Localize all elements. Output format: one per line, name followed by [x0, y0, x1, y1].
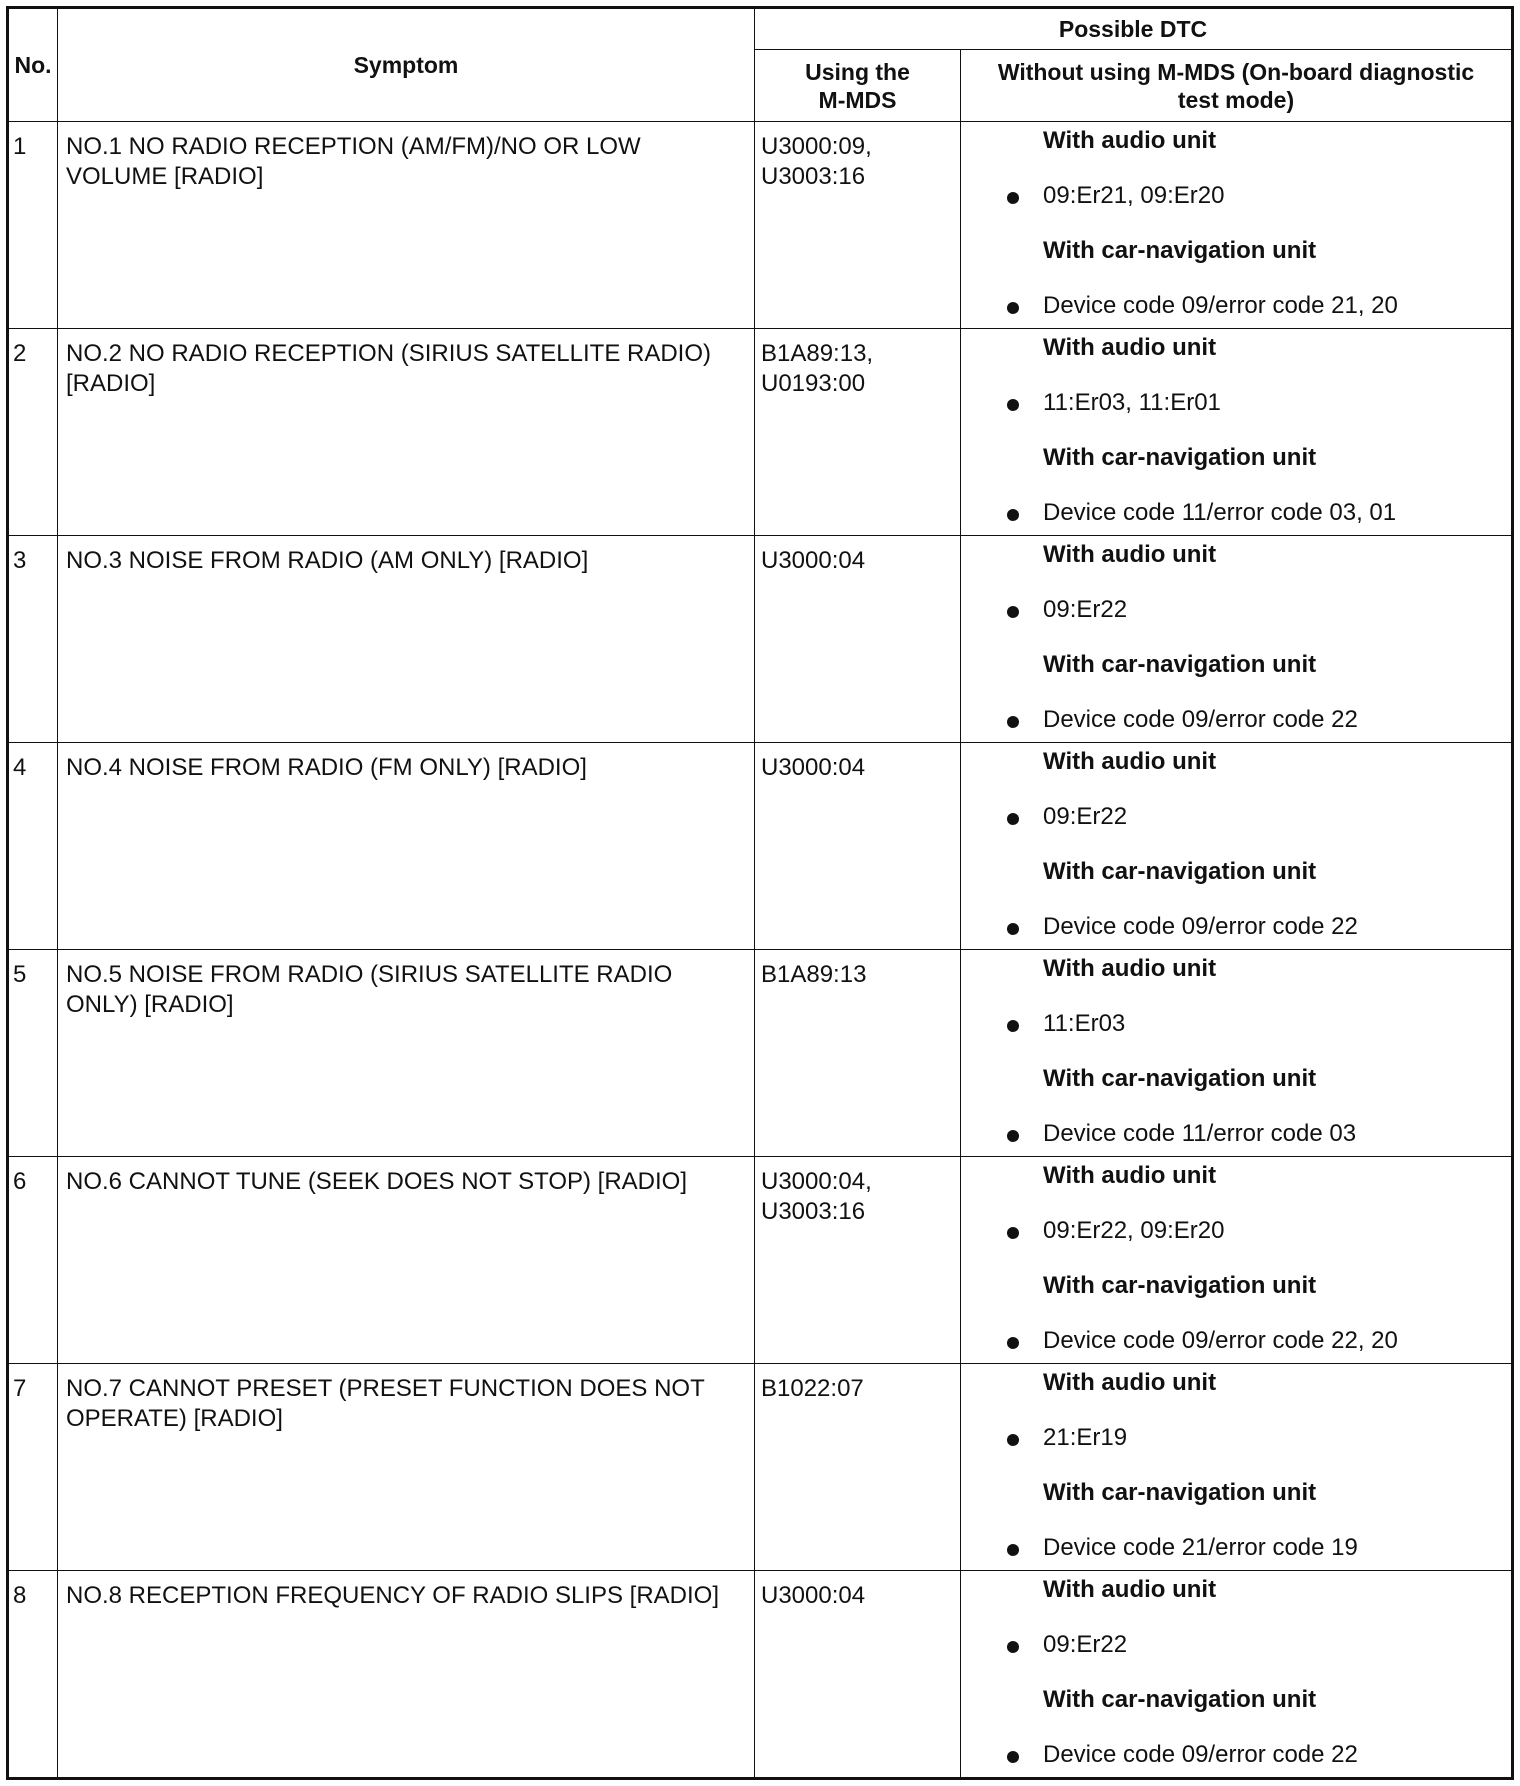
table-row — [8, 122, 1513, 329]
audio-unit-heading: With audio unit — [1043, 334, 1217, 361]
row-mmds-dtc — [755, 743, 961, 950]
row-symptom: NO.7 CANNOT PRESET (PRESET FUNCTION DOES NOT OPERATE) [RADIO] — [58, 1364, 755, 1571]
audio-unit-heading: With audio unit — [1043, 1576, 1217, 1603]
row-symptom: NO.5 NOISE FROM RADIO (SIRIUS SATELLITE RADIO ONLY) [RADIO] — [58, 950, 755, 1157]
nav-unit-heading: With car-navigation unit — [1043, 1479, 1317, 1506]
row-symptom: NO.4 NOISE FROM RADIO (FM ONLY) [RADIO] — [58, 743, 755, 950]
bullet-icon — [1007, 1544, 1019, 1556]
bullet-icon — [1007, 302, 1019, 314]
bullet-icon — [1007, 1434, 1019, 1446]
bullet-icon — [1007, 923, 1019, 935]
row-symptom: NO.3 NOISE FROM RADIO (AM ONLY) [RADIO] — [58, 536, 755, 743]
header-using-mmds-line1: Using the — [805, 58, 910, 85]
header-without-mmds-line2: test mode) — [1177, 86, 1295, 113]
row-symptom: NO.8 RECEPTION FREQUENCY OF RADIO SLIPS [RADIO] — [58, 1571, 755, 1779]
audio-unit-heading: With audio unit — [1043, 541, 1217, 568]
row-number: 8 — [8, 1571, 58, 1779]
bullet-icon — [1007, 399, 1019, 411]
row-symptom: NO.6 CANNOT TUNE (SEEK DOES NOT STOP) [RADIO] — [58, 1157, 755, 1364]
bullet-icon — [1007, 509, 1019, 521]
audio-unit-heading: With audio unit — [1043, 1162, 1217, 1189]
row-mmds-dtc — [755, 1364, 961, 1571]
nav-unit-code — [961, 498, 1511, 528]
header-using-mmds — [755, 50, 961, 122]
row-onboard-dtc — [961, 536, 1513, 743]
bullet-icon — [1007, 813, 1019, 825]
mmds-dtc-line1: B1A89:13 — [761, 961, 867, 988]
row-onboard-dtc — [961, 950, 1513, 1157]
row-mmds-dtc — [755, 950, 961, 1157]
nav-unit-code-text: Device code 09/error code 22 — [1043, 706, 1358, 733]
row-mmds-dtc — [755, 1571, 961, 1779]
nav-unit-heading: With car-navigation unit — [1043, 237, 1317, 264]
nav-unit-heading: With car-navigation unit — [1043, 1686, 1317, 1713]
mmds-dtc-line1: B1A89:13, — [761, 340, 874, 367]
nav-unit-code — [961, 912, 1511, 942]
header-possible-dtc: Possible DTC — [755, 8, 1513, 50]
header-no: No. — [8, 8, 58, 122]
audio-unit-code-text: 09:Er22 — [1043, 1631, 1128, 1658]
header-without-mmds — [961, 50, 1513, 122]
header-symptom: Symptom — [58, 8, 755, 122]
nav-unit-heading: With car-navigation unit — [1043, 858, 1317, 885]
mmds-dtc-line1: B1022:07 — [761, 1375, 864, 1402]
audio-unit-code-text: 09:Er21, 09:Er20 — [1043, 182, 1225, 209]
row-onboard-dtc — [961, 1364, 1513, 1571]
mmds-dtc-line1: U3000:04, — [761, 1168, 872, 1195]
table-row — [8, 1157, 1513, 1364]
nav-unit-heading: With car-navigation unit — [1043, 1272, 1317, 1299]
bullet-icon — [1007, 192, 1019, 204]
row-number: 4 — [8, 743, 58, 950]
audio-unit-code — [961, 181, 1511, 211]
bullet-icon — [1007, 606, 1019, 618]
row-number: 3 — [8, 536, 58, 743]
mmds-dtc-line2: U3003:16 — [761, 163, 866, 190]
audio-unit-code — [961, 802, 1511, 832]
row-number: 6 — [8, 1157, 58, 1364]
table-row — [8, 1364, 1513, 1571]
nav-unit-heading: With car-navigation unit — [1043, 444, 1317, 471]
header-row — [8, 8, 1513, 50]
row-mmds-dtc — [755, 536, 961, 743]
mmds-dtc-line1: U3000:04 — [761, 547, 866, 574]
nav-unit-code-text: Device code 09/error code 22 — [1043, 1741, 1358, 1768]
audio-unit-code-text: 09:Er22 — [1043, 596, 1128, 623]
row-number: 2 — [8, 329, 58, 536]
table-row — [8, 1571, 1513, 1779]
mmds-dtc-line1: U3000:04 — [761, 754, 866, 781]
audio-unit-code-text: 21:Er19 — [1043, 1424, 1128, 1451]
nav-unit-code-text: Device code 09/error code 22, 20 — [1043, 1327, 1398, 1354]
audio-unit-code — [961, 1423, 1511, 1453]
nav-unit-code-text: Device code 11/error code 03 — [1043, 1120, 1357, 1147]
mmds-dtc-line2: U3003:16 — [761, 1198, 866, 1225]
nav-unit-code — [961, 705, 1511, 735]
table-row — [8, 950, 1513, 1157]
header-using-mmds-line2: M-MDS — [818, 86, 897, 113]
audio-unit-heading: With audio unit — [1043, 748, 1217, 775]
row-onboard-dtc — [961, 1571, 1513, 1779]
bullet-icon — [1007, 1227, 1019, 1239]
row-mmds-dtc — [755, 122, 961, 329]
table-row — [8, 329, 1513, 536]
table-row — [8, 743, 1513, 950]
row-number: 7 — [8, 1364, 58, 1571]
nav-unit-code — [961, 1740, 1511, 1770]
nav-unit-heading: With car-navigation unit — [1043, 651, 1317, 678]
nav-unit-code-text: Device code 09/error code 22 — [1043, 913, 1358, 940]
row-mmds-dtc — [755, 1157, 961, 1364]
row-number: 5 — [8, 950, 58, 1157]
audio-unit-heading: With audio unit — [1043, 955, 1217, 982]
audio-unit-heading: With audio unit — [1043, 127, 1217, 154]
bullet-icon — [1007, 1337, 1019, 1349]
nav-unit-code-text: Device code 11/error code 03, 01 — [1043, 499, 1397, 526]
row-symptom: NO.2 NO RADIO RECEPTION (SIRIUS SATELLITE RADIO) [RADIO] — [58, 329, 755, 536]
row-onboard-dtc — [961, 1157, 1513, 1364]
bullet-icon — [1007, 1020, 1019, 1032]
table-body — [8, 122, 1513, 1779]
nav-unit-code — [961, 1533, 1511, 1563]
audio-unit-code-text: 11:Er03, 11:Er01 — [1043, 389, 1221, 416]
bullet-icon — [1007, 716, 1019, 728]
mmds-dtc-line1: U3000:04 — [761, 1582, 866, 1609]
row-mmds-dtc — [755, 329, 961, 536]
row-onboard-dtc — [961, 122, 1513, 329]
nav-unit-code-text: Device code 09/error code 21, 20 — [1043, 292, 1398, 319]
table-header — [8, 8, 1513, 122]
row-symptom: NO.1 NO RADIO RECEPTION (AM/FM)/NO OR LOW VOLUME [RADIO] — [58, 122, 755, 329]
nav-unit-code — [961, 1119, 1511, 1149]
bullet-icon — [1007, 1641, 1019, 1653]
audio-unit-code — [961, 595, 1511, 625]
audio-unit-code — [961, 1009, 1511, 1039]
audio-unit-code — [961, 1630, 1511, 1660]
mmds-dtc-line1: U3000:09, — [761, 133, 872, 160]
audio-unit-code — [961, 1216, 1511, 1246]
nav-unit-code — [961, 291, 1511, 321]
nav-unit-heading: With car-navigation unit — [1043, 1065, 1317, 1092]
table-row — [8, 536, 1513, 743]
audio-unit-code-text: 11:Er03 — [1043, 1010, 1126, 1037]
dtc-symptom-table — [6, 6, 1514, 1780]
bullet-icon — [1007, 1130, 1019, 1142]
nav-unit-code — [961, 1326, 1511, 1356]
mmds-dtc-line2: U0193:00 — [761, 370, 866, 397]
header-without-mmds-line1: Without using M-MDS (On-board diagnostic — [997, 58, 1475, 85]
row-number: 1 — [8, 122, 58, 329]
audio-unit-heading: With audio unit — [1043, 1369, 1217, 1396]
audio-unit-code-text: 09:Er22, 09:Er20 — [1043, 1217, 1225, 1244]
bullet-icon — [1007, 1751, 1019, 1763]
nav-unit-code-text: Device code 21/error code 19 — [1043, 1534, 1358, 1561]
audio-unit-code — [961, 388, 1511, 418]
row-onboard-dtc — [961, 743, 1513, 950]
audio-unit-code-text: 09:Er22 — [1043, 803, 1128, 830]
row-onboard-dtc — [961, 329, 1513, 536]
